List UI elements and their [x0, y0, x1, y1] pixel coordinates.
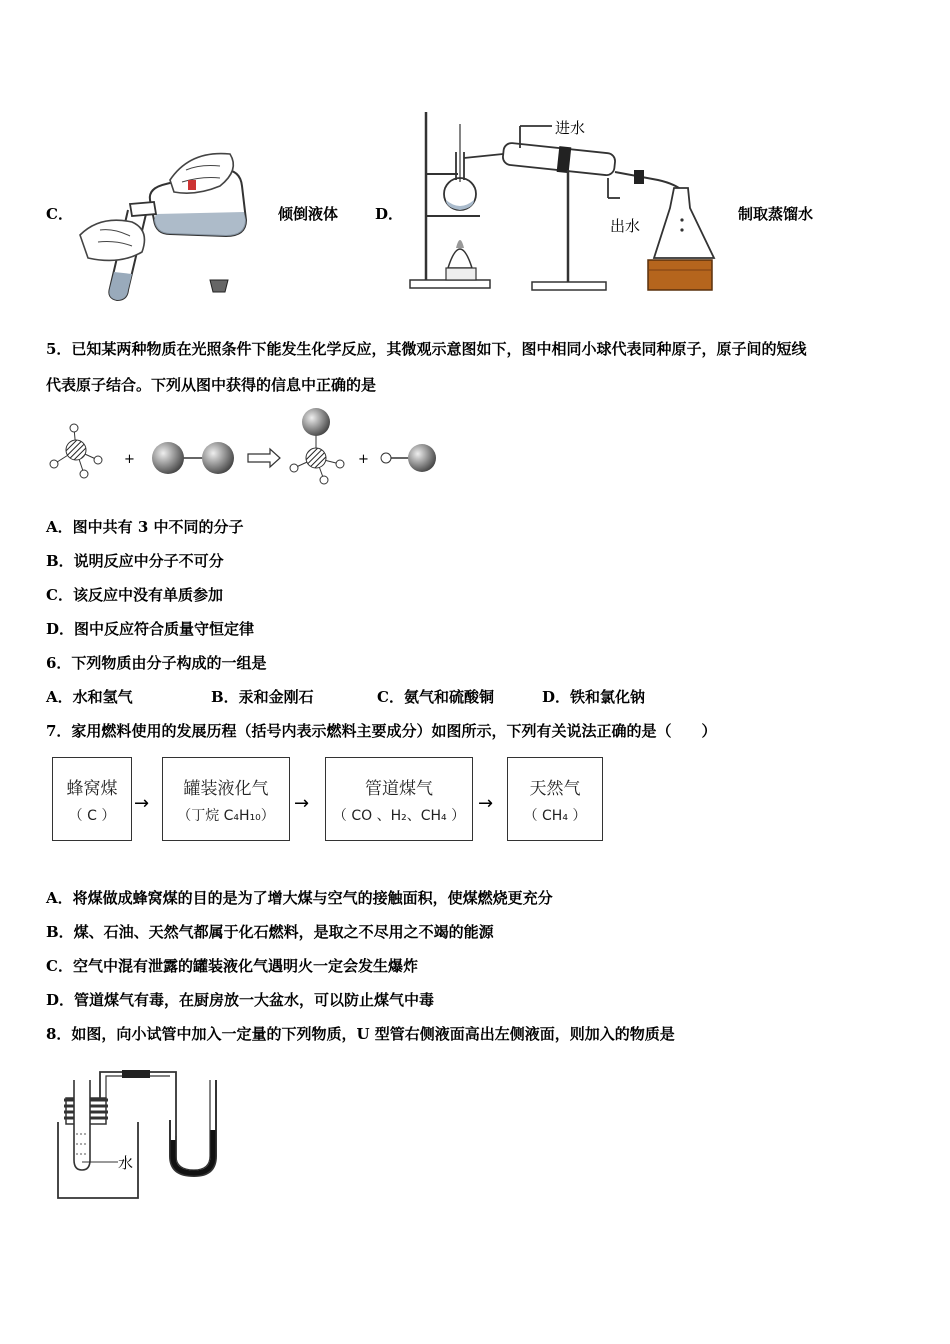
q4-option-c-text: 倾倒液体	[278, 205, 339, 223]
fuel-name: 管道煤气	[365, 779, 433, 799]
fuel-formula: （ C ）	[68, 808, 116, 824]
fuel-box-honeycomb-coal	[52, 757, 132, 841]
fuel-formula: （ CO 、H₂、CH₄ ）	[332, 808, 466, 824]
q4-option-d-text: 制取蒸馏水	[738, 205, 814, 223]
fuel-box-lpg	[162, 757, 290, 841]
u-tube-apparatus-figure	[52, 1060, 252, 1210]
plus-sign-2: +	[358, 452, 369, 467]
fuel-box-pipeline-gas	[325, 757, 473, 841]
q8-stem: 8．如图，向小试管中加入一定量的下列物质，U 型管右侧液面高出左侧液面，则加入的物质是	[46, 1025, 675, 1043]
arrow-icon: →	[134, 793, 150, 814]
q6-stem: 6．下列物质由分子构成的一组是	[46, 654, 267, 672]
q6-option-c: C．氨气和硫酸铜	[377, 688, 494, 706]
fuel-formula: （丁烷 C₄H₁₀）	[177, 808, 275, 824]
q6-option-a: A．水和氢气	[46, 688, 133, 706]
pouring-liquid-figure	[70, 140, 250, 300]
distillation-apparatus-figure	[408, 108, 728, 308]
molecular-reaction-diagram	[46, 408, 446, 498]
fuel-box-natural-gas	[507, 757, 603, 841]
fuel-name: 罐装液化气	[183, 779, 269, 799]
q6-option-d: D．铁和氯化钠	[542, 688, 646, 706]
q6-option-b: B．汞和金刚石	[211, 688, 314, 706]
arrow-icon: →	[478, 793, 494, 814]
q5-option-a: A．图中共有 3 中不同的分子	[46, 518, 244, 536]
q4-option-d-letter: D．	[375, 205, 404, 223]
q5-option-b: B．说明反应中分子不可分	[46, 552, 224, 570]
q7-option-a: A．将煤做成蜂窝煤的目的是为了增大煤与空气的接触面积，使煤燃烧更充分	[46, 889, 553, 907]
q7-option-c: C．空气中混有泄露的罐装液化气遇明火一定会发生爆炸	[46, 957, 418, 975]
q5-option-c: C．该反应中没有单质参加	[46, 586, 223, 604]
q5-stem-line1: 5．已知某两种物质在光照条件下能发生化学反应，其微观示意图如下，图中相同小球代表同种原子，原子间的短线	[46, 340, 807, 358]
fuel-name: 蜂窝煤	[66, 779, 118, 799]
q7-option-b: B．煤、石油、天然气都属于化石燃料，是取之不尽用之不竭的能源	[46, 923, 494, 941]
fuel-formula: （ CH₄ ）	[523, 808, 587, 824]
q7-stem: 7．家用燃料使用的发展历程（括号内表示燃料主要成分）如图所示，下列有关说法正确的是（ ）	[46, 722, 717, 740]
water-in-label: 进水	[555, 119, 586, 137]
fuel-name: 天然气	[529, 779, 581, 799]
water-out-label: 出水	[610, 217, 641, 235]
q5-stem-line2: 代表原子结合。下列从图中获得的信息中正确的是	[46, 376, 377, 394]
q4-option-c-letter: C．	[46, 205, 73, 223]
plus-sign-1: +	[124, 452, 135, 467]
q5-option-d: D．图中反应符合质量守恒定律	[46, 620, 255, 638]
arrow-icon: →	[294, 793, 310, 814]
q7-option-d: D．管道煤气有毒，在厨房放一大盆水，可以防止煤气中毒	[46, 991, 435, 1009]
water-label: 水	[118, 1154, 134, 1172]
